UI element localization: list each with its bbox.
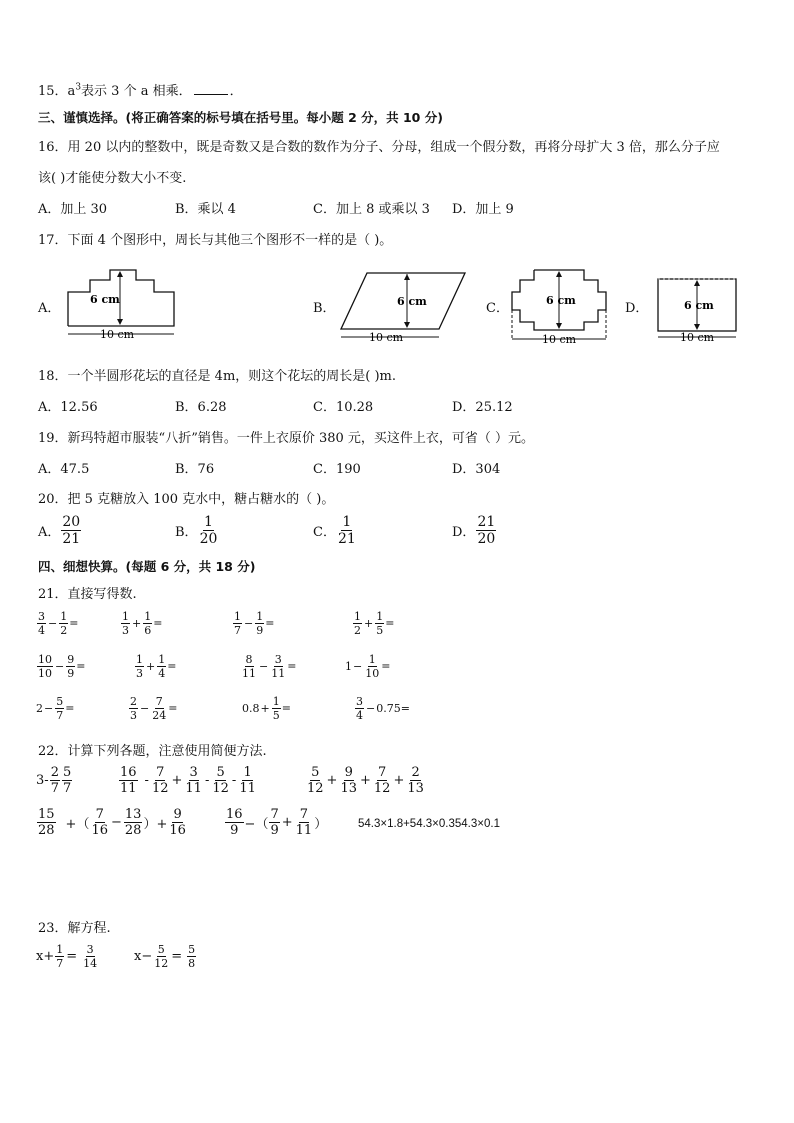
numerator: 1 [56, 943, 64, 956]
operator: + [281, 815, 293, 830]
numerator: 8 [245, 653, 253, 666]
denominator: 7 [62, 781, 72, 796]
q21-expr-4 [352, 611, 394, 636]
question-21-stem: 21．直接写得数. [38, 587, 137, 602]
equals: = [65, 701, 75, 715]
operator: + [364, 616, 374, 630]
denominator: 3 [130, 709, 137, 722]
denominator: 7 [56, 957, 64, 970]
numerator: 15 [38, 807, 55, 822]
numerator: 2 [411, 765, 420, 780]
option-label: B． [175, 525, 198, 540]
numerator: 7 [299, 807, 309, 822]
q17-option-c-label[interactable]: C． [486, 301, 509, 316]
fig-a-height-label: 6 cm [90, 293, 120, 306]
q18-option-d[interactable]: D．25.12 [452, 400, 513, 415]
numerator: 7 [270, 807, 279, 822]
denominator: 11 [295, 823, 313, 838]
q22-expr-5 [224, 808, 327, 837]
q18-option-a[interactable]: A．12.56 [38, 400, 98, 415]
numerator: 5 [157, 943, 165, 956]
equals: = [265, 616, 275, 630]
q21-expr-9 [36, 696, 74, 721]
denominator: 10 [38, 667, 52, 680]
denominator: 4 [158, 667, 166, 680]
whole-number: 2 [36, 702, 43, 715]
denominator: 13 [340, 781, 357, 796]
denominator: 20 [477, 531, 496, 547]
figure-a-stepped-shape [62, 262, 187, 342]
numerator: 2 [50, 765, 59, 780]
q18-option-c[interactable]: C．10.28 [313, 400, 374, 415]
denominator: 13 [407, 781, 424, 796]
operator: + [146, 659, 156, 673]
question-number: 15． [38, 84, 68, 99]
numerator: 1 [256, 610, 264, 623]
figure-c-cross-shape [506, 262, 611, 347]
denominator: 6 [144, 624, 152, 637]
q21-expr-12 [354, 696, 410, 721]
q17-option-d-label[interactable]: D． [625, 301, 649, 316]
operator: − [366, 701, 376, 715]
denominator: 10 [365, 667, 380, 680]
numerator: 3 [86, 943, 94, 956]
denominator: 12 [373, 781, 391, 796]
denominator: 11 [242, 667, 256, 680]
fig-c-height-label: 6 cm [546, 294, 576, 307]
whole-number: 3 [36, 773, 45, 788]
denominator: 3 [136, 667, 143, 680]
equals: = [385, 616, 395, 630]
variable-a: a [67, 84, 76, 99]
operator: - [144, 773, 149, 788]
variable-x: x− [134, 949, 153, 964]
operator: + [260, 701, 270, 715]
figure-d-rectangle [650, 265, 745, 345]
fig-b-height-label: 6 cm [397, 295, 427, 308]
denominator: 28 [124, 823, 142, 838]
q21-expr-5 [36, 654, 85, 679]
equals: = [167, 659, 177, 673]
numerator: 1 [234, 610, 241, 623]
equals: = [381, 659, 391, 673]
open-paren: +（ [65, 817, 90, 832]
denominator: 3 [122, 624, 129, 637]
fig-c-width-label: 10 cm [542, 333, 577, 346]
operator: + [171, 773, 183, 788]
numerator: 7 [95, 807, 104, 822]
denominator: 12 [151, 781, 169, 796]
option-label: A． [38, 525, 61, 540]
numerator: 1 [342, 514, 352, 530]
denominator: 5 [376, 624, 384, 637]
numerator: 5 [216, 765, 225, 780]
numerator: 1 [368, 653, 376, 666]
denominator: 5 [272, 709, 280, 722]
numerator: 5 [311, 765, 320, 780]
operator: + [360, 773, 371, 788]
denominator: 21 [62, 531, 81, 547]
denominator: 4 [356, 709, 363, 722]
equals: = [76, 659, 86, 673]
operator: − [48, 616, 58, 630]
operator: + [326, 773, 338, 788]
period: ． [229, 84, 243, 99]
numerator: 1 [136, 653, 143, 666]
denominator: 9 [270, 823, 279, 838]
operator: - [204, 773, 210, 788]
fig-d-width-label: 10 cm [680, 331, 715, 344]
denominator: 11 [239, 781, 256, 796]
numerator: 1 [204, 514, 213, 530]
denominator: 7 [50, 781, 59, 796]
numerator: 1 [158, 653, 166, 666]
numerator: 1 [60, 610, 68, 623]
numerator: 1 [243, 765, 252, 780]
question-16-line2: 该( )才能使分数大小不变. [38, 171, 187, 186]
denominator: 9 [230, 823, 239, 838]
numerator: 7 [156, 765, 165, 780]
numerator: 5 [62, 765, 72, 780]
numerator: 13 [124, 807, 142, 822]
denominator: 12 [212, 781, 229, 796]
denominator: 12 [154, 957, 169, 970]
denominator: 11 [120, 781, 137, 796]
numerator: 2 [130, 695, 137, 708]
fig-d-height-label: 6 cm [684, 299, 714, 312]
q16-option-c[interactable]: C．加上 8 或乘以 3 [313, 202, 430, 217]
question-17-stem: 17．下面 4 个图形中，周长与其他三个图形不一样的是（ )。 [38, 233, 393, 248]
q19-option-c[interactable]: C．190 [313, 462, 361, 477]
q16-option-a[interactable]: A．加上 30 [38, 202, 108, 217]
q20-option-c[interactable] [313, 515, 358, 546]
q21-expr-3 [232, 611, 274, 636]
question-15 [38, 80, 243, 99]
fraction [337, 515, 357, 546]
question-16-line1: 16．用 20 以内的整数中，既是奇数又是合数的数作为分子、分母，组成一个假分数，再将分母扩大 3 倍，那么分子应 [38, 140, 720, 155]
numerator: 5 [188, 943, 196, 956]
denominator: 7 [56, 709, 64, 722]
equals: = [153, 616, 163, 630]
q21-expr-2 [120, 611, 162, 636]
question-20-stem: 20．把 5 克糖放入 100 克水中，糖占糖水的（ )。 [38, 492, 335, 507]
q18-option-b[interactable]: B．6.28 [175, 400, 227, 415]
variable-x: x+ [36, 949, 55, 964]
answer-blank[interactable] [194, 94, 228, 95]
open-paren: −（ [244, 817, 269, 832]
denominator: 11 [185, 781, 202, 796]
equals: = [66, 949, 78, 964]
q21-expr-10 [128, 696, 177, 721]
whole-number: 1 [345, 660, 352, 673]
fraction [199, 515, 219, 546]
operator: + [393, 773, 405, 788]
numerator: 9 [67, 653, 75, 666]
denominator: 24 [152, 709, 167, 722]
question-19-stem: 19．新玛特超市服装“八折”销售。一件上衣原价 380 元，买这件上衣，可省（ ）元。 [38, 431, 535, 446]
numerator: 5 [56, 695, 64, 708]
q21-expr-11 [242, 696, 291, 721]
numerator: 3 [189, 765, 198, 780]
numerator: 9 [173, 807, 182, 822]
operator: − [244, 616, 254, 630]
denominator: 11 [271, 667, 286, 680]
question-23-stem: 23．解方程. [38, 921, 111, 936]
close-paren: ）+ [143, 817, 168, 832]
q23-equation-1 [36, 944, 99, 969]
equals: = [168, 701, 178, 715]
option-label: D． [452, 525, 476, 540]
operator: − [111, 815, 122, 830]
q19-option-b[interactable]: B．76 [175, 462, 215, 477]
numerator: 1 [376, 610, 384, 623]
operator: − [140, 701, 150, 715]
operator: + [132, 616, 142, 630]
decimal-number: 0.8 [242, 702, 260, 715]
numerator: 21 [477, 514, 496, 530]
q23-equation-2 [134, 944, 197, 969]
section-3-title: 三、谨慎选择。(将正确答案的标号填在括号里。每小题 2 分，共 10 分) [38, 110, 443, 125]
q16-option-d[interactable]: D．加上 9 [452, 202, 514, 217]
q21-expr-8 [345, 654, 390, 679]
numerator: 7 [155, 695, 163, 708]
operator: - [231, 773, 237, 788]
q16-option-b[interactable]: B．乘以 4 [175, 202, 236, 217]
figure-b-parallelogram [335, 265, 475, 345]
q19-option-a[interactable]: A．47.5 [38, 462, 90, 477]
operator: - [44, 773, 49, 788]
fraction [476, 515, 496, 546]
operator: − [259, 659, 269, 673]
question-18-stem: 18．一个半圆形花坛的直径是 4m，则这个花坛的周长是( )m. [38, 369, 397, 384]
operator: − [55, 659, 65, 673]
q21-expr-1 [36, 611, 78, 636]
operator: − [353, 659, 363, 673]
numerator: 7 [378, 765, 387, 780]
q17-option-a-label[interactable]: A． [38, 301, 61, 316]
close-paren: ） [314, 817, 328, 832]
q21-expr-6 [134, 654, 176, 679]
numerator: 1 [122, 610, 129, 623]
fig-b-width-label: 10 cm [369, 331, 404, 344]
operator: − [44, 701, 54, 715]
q20-option-a[interactable] [38, 515, 82, 546]
denominator: 28 [38, 823, 55, 838]
decimal-and-equals: 0.75= [376, 702, 410, 715]
denominator: 7 [234, 624, 241, 637]
denominator: 8 [188, 957, 196, 970]
numerator: 16 [226, 807, 243, 822]
denominator: 16 [91, 823, 108, 838]
fig-a-width-label: 10 cm [100, 328, 135, 341]
denominator: 2 [354, 624, 361, 637]
q22-expr-4 [36, 808, 188, 837]
denominator: 20 [199, 531, 218, 547]
denominator: 9 [67, 667, 75, 680]
equals: = [281, 701, 291, 715]
denominator: 9 [256, 624, 264, 637]
numerator: 9 [344, 765, 353, 780]
numerator: 1 [144, 610, 152, 623]
numerator: 3 [274, 653, 282, 666]
numerator: 16 [120, 765, 137, 780]
numerator: 1 [272, 695, 280, 708]
q22-expr-6: 54.3×1.8+54.3×0.354.3×0.1 [358, 818, 500, 830]
q20-option-b[interactable] [175, 515, 219, 546]
q21-expr-7 [240, 654, 296, 679]
q22-expr-2 [118, 766, 258, 795]
question-22-stem: 22．计算下列各题，注意使用简便方法. [38, 744, 267, 759]
denominator: 21 [337, 531, 356, 547]
numerator: 3 [38, 610, 45, 623]
numerator: 3 [356, 695, 363, 708]
denominator: 2 [60, 624, 68, 637]
denominator: 16 [169, 823, 186, 838]
exponent: 3 [75, 82, 82, 93]
q20-option-d[interactable] [452, 515, 497, 546]
section-4-title: 四、细想快算。(每题 6 分，共 18 分) [38, 559, 256, 574]
numerator: 20 [62, 514, 81, 530]
question-text: 表示 3 个 a 相乘． [81, 84, 192, 99]
q22-expr-3 [305, 766, 426, 795]
q17-option-b-label[interactable]: B． [313, 301, 336, 316]
numerator: 1 [354, 610, 361, 623]
equals: = [171, 949, 183, 964]
q22-expr-1 [36, 766, 73, 795]
option-label: C． [313, 525, 336, 540]
numerator: 10 [38, 653, 52, 666]
equals: = [287, 659, 297, 673]
equals: = [69, 616, 79, 630]
denominator: 4 [38, 624, 45, 637]
denominator: 14 [83, 957, 98, 970]
q19-option-d[interactable]: D．304 [452, 462, 501, 477]
fraction [61, 515, 81, 546]
denominator: 12 [307, 781, 324, 796]
